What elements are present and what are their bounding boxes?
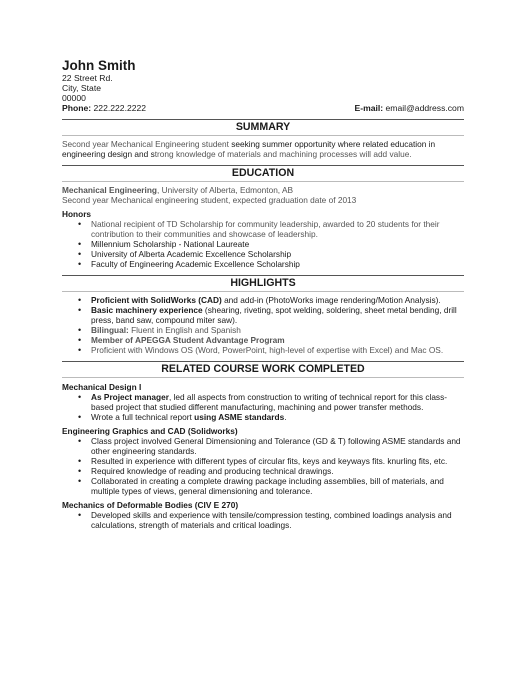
course-item bbox=[91, 392, 464, 412]
summary-text bbox=[62, 139, 464, 159]
course-item-bold: As Project manager bbox=[91, 392, 169, 402]
course-item-bold: using ASME standards bbox=[194, 412, 285, 422]
course-item: • Developed skills and experience with tensile/compression testing, combined loadings analysis and calculations, strength of materials and critical loadings. bbox=[91, 510, 464, 530]
highlight-item bbox=[91, 325, 464, 335]
honors-item: • Faculty of Engineering Academic Excellence Scholarship bbox=[91, 259, 464, 269]
coursework-heading: RELATED COURSE WORK COMPLETED bbox=[62, 361, 464, 378]
course-item: • Class project involved General Dimensioning and Tolerance (GD & T) following ASME standards and other engineering standards. bbox=[91, 436, 464, 456]
resume-page bbox=[62, 58, 464, 530]
highlight-item-text: Fluent in English and Spanish bbox=[128, 325, 241, 335]
course-item-text: , led all aspects from construction to writing of technical report for this class-based project that studied different manufacturing, machining and power transfer methods. bbox=[91, 392, 447, 412]
highlight-item-text: (shearing, riveting, spot welding, soldering, sheet metal bending, drill press, band saw, compound miter saw). bbox=[91, 305, 457, 325]
course-title: Mechanics of Deformable Bodies (CIV E 270) bbox=[62, 500, 239, 510]
course-list bbox=[62, 392, 464, 422]
honors-item: • Millennium Scholarship - National Laureate bbox=[91, 239, 464, 249]
course-item: • Required knowledge of reading and producing technical drawings. bbox=[91, 466, 464, 476]
highlight-item-bold: Proficient with SolidWorks (CAD) bbox=[91, 295, 222, 305]
phone-value: 222.222.2222 bbox=[93, 103, 147, 113]
course-item: • Resulted in experience with different types of circular fits, keys and keyways fits. knurling fits, etc. bbox=[91, 456, 464, 466]
address-line-1: 22 Street Rd. bbox=[62, 73, 113, 83]
phone bbox=[62, 103, 146, 113]
summary-heading: SUMMARY bbox=[62, 119, 464, 136]
course-item bbox=[91, 412, 464, 422]
course-title: Mechanical Design I bbox=[62, 382, 142, 392]
highlight-item-bold: Basic machinery experience bbox=[91, 305, 203, 315]
education-degree: Mechanical Engineering bbox=[62, 185, 157, 195]
highlights-heading: HIGHLIGHTS bbox=[62, 275, 464, 292]
summary-text-part1: Second year Mechanical Engineering student bbox=[62, 139, 232, 149]
highlight-item bbox=[91, 295, 464, 305]
course-item: • Collaborated in creating a complete drawing package including assemblies, bill of materials, and multiple types of views, general dimensioning and tolerance. bbox=[91, 476, 464, 496]
highlight-item-bold: Member of APEGGA Student Advantage Program bbox=[91, 335, 285, 345]
honors-item: • National recipient of TD Scholarship for community leadership, awarded to 20 students for their contribution to their communities and showcase of leadership. bbox=[91, 219, 464, 239]
highlight-item-bold: Bilingual: bbox=[91, 325, 129, 335]
email-value: email@address.com bbox=[385, 103, 464, 113]
education-school: , University of Alberta, Edmonton, AB bbox=[156, 185, 294, 195]
education-detail: Second year Mechanical engineering student, expected graduation date of 2013 bbox=[62, 195, 357, 205]
course-item-text: Wrote a full technical report bbox=[91, 412, 195, 422]
course-list bbox=[62, 510, 464, 530]
highlight-item bbox=[91, 335, 464, 345]
summary-text-part2: seeking summer opportunity where related education in engineering design and s bbox=[62, 139, 436, 159]
contact-row bbox=[62, 103, 464, 113]
honors-heading: Honors bbox=[62, 209, 92, 219]
honors-list bbox=[62, 219, 464, 269]
highlight-item-text: and add-in (PhotoWorks image rendering/Motion Analysis). bbox=[221, 295, 441, 305]
address-line-2: City, State bbox=[62, 83, 102, 93]
honors-item: • University of Alberta Academic Excellence Scholarship bbox=[91, 249, 464, 259]
email-label: E-mail: bbox=[354, 103, 384, 113]
email bbox=[354, 103, 464, 113]
education-degree-line bbox=[62, 185, 464, 195]
highlights-list bbox=[62, 295, 464, 355]
phone-label: Phone: bbox=[62, 103, 92, 113]
course-title: Engineering Graphics and CAD (Solidworks) bbox=[62, 426, 238, 436]
course-list bbox=[62, 436, 464, 496]
highlight-item bbox=[91, 305, 464, 325]
address-line-3: 00000 bbox=[62, 93, 86, 103]
education-heading: EDUCATION bbox=[62, 165, 464, 182]
summary-text-part3: trong knowledge of materials and machining processes will add value. bbox=[154, 149, 412, 159]
highlight-item: • Proficient with Windows OS (Word, PowerPoint, high-level of expertise with Excel) and Mac OS. bbox=[91, 345, 464, 355]
course-item-text: . bbox=[284, 412, 287, 422]
applicant-name: John Smith bbox=[62, 58, 136, 73]
